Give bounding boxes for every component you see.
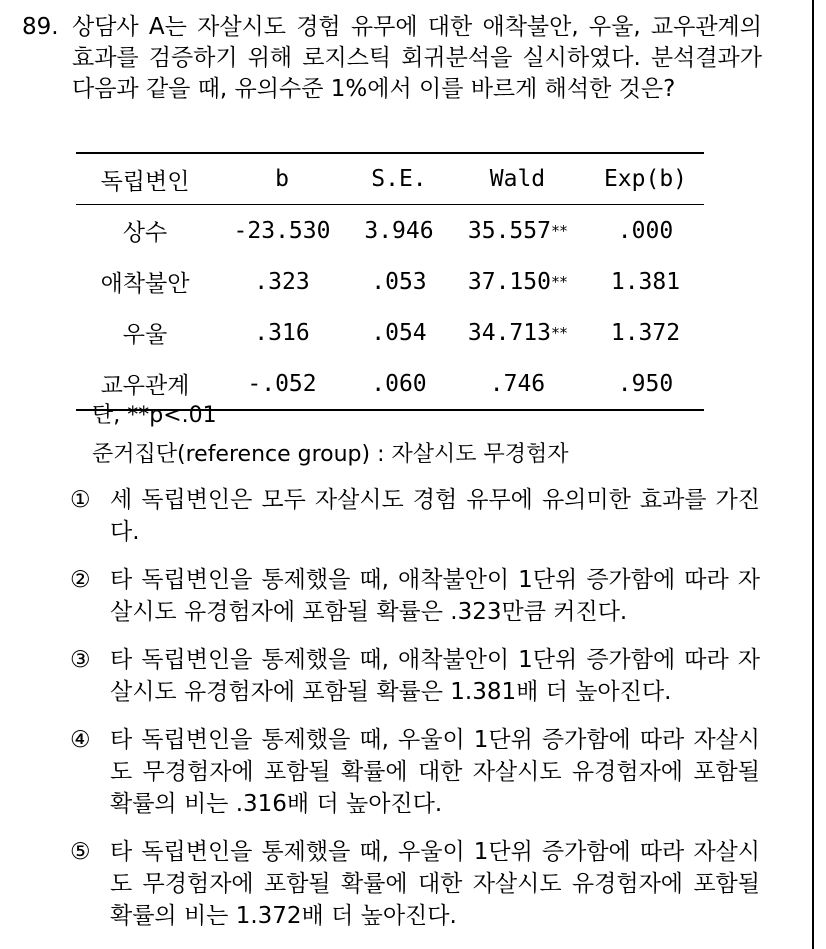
regression-table-container [76,152,704,411]
table-row [76,256,704,307]
table-row [76,307,704,358]
question-number: 89. [22,14,59,40]
answer-options [70,484,760,948]
cell-exp-b: .950 [617,370,674,397]
option-text: 타 독립변인을 통제했을 때, 우울이 1단위 증가함에 따라 자살시도 무경험자에 포함될 확률에 대한 자살시도 유경험자에 포함될 확률의 비는 .316배 더 높아진다. [110,727,760,817]
option-text: 타 독립변인을 통제했을 때, 애착불안이 1단위 증가함에 따라 자살시도 유경험자에 포함될 확률은 .323만큼 커진다. [110,567,760,625]
header-b: b [275,166,289,192]
option-marker: ① [70,487,91,513]
answer-option-1[interactable] [70,484,760,548]
option-marker: ② [70,567,91,593]
cell-wald [448,205,587,257]
option-marker: ④ [70,727,91,753]
cell-wald [448,307,587,358]
cell-exp-b: 1.372 [610,319,681,346]
significance-mark: ** [550,221,568,240]
cell-exp-b: 1.381 [610,268,681,295]
table-row [76,205,704,257]
row-label: 교우관계 [100,373,190,399]
question-text: 상담사 A는 자살시도 경험 유무에 대한 애착불안, 우울, 교우관계의 효과를 검증하기 위해 로지스틱 회귀분석을 실시하였다. 분석결과가 다음과 같을 때, 유의수준 1%에서 이를 바르게 해석한 것은? [72,14,762,102]
question-stem [22,12,762,105]
cell-se: .054 [371,319,427,346]
page-border-line [812,0,814,949]
cell-b: .316 [254,319,310,346]
table-header-row [76,153,704,205]
significance-mark: ** [550,272,568,291]
wald-value: 37.150 [467,268,551,295]
header-wald: Wald [489,166,546,192]
cell-b: -.052 [247,370,317,397]
answer-option-2[interactable] [70,564,760,628]
row-label: 애착불안 [100,271,190,297]
cell-exp-b: .000 [617,217,674,244]
header-exp-b: Exp(b) [603,166,688,192]
answer-option-5[interactable] [70,836,760,932]
option-text: 세 독립변인은 모두 자살시도 경험 유무에 유의미한 효과를 가진다. [110,487,760,545]
option-text: 타 독립변인을 통제했을 때, 애착불안이 1단위 증가함에 따라 자살시도 유경험자에 포함될 확률은 1.381배 더 높아진다. [110,647,760,705]
answer-option-4[interactable] [70,724,760,820]
wald-value: 34.713 [467,319,551,346]
header-se: S.E. [371,166,427,192]
cell-wald: .746 [489,370,546,397]
significance-mark: ** [550,323,568,342]
cell-b: -23.530 [233,217,331,244]
cell-se: .060 [371,370,427,397]
cell-se: 3.946 [364,217,434,244]
row-label: 우울 [122,322,168,348]
significance-note: 단, **p<.01 [92,403,217,428]
row-label: 상수 [122,220,168,246]
reference-group-note: 준거집단(reference group) : 자살시도 무경험자 [92,442,569,467]
cell-wald [448,256,587,307]
wald-value: 35.557 [467,217,551,244]
cell-b: .323 [254,268,310,295]
regression-table [76,152,704,411]
option-marker: ③ [70,647,91,673]
header-independent-variable: 독립변인 [100,168,190,195]
option-marker: ⑤ [70,839,91,865]
option-text: 타 독립변인을 통제했을 때, 우울이 1단위 증가함에 따라 자살시도 무경험자에 포함될 확률에 대한 자살시도 유경험자에 포함될 확률의 비는 1.372배 더 높아진다. [110,839,760,929]
answer-option-3[interactable] [70,644,760,708]
cell-se: .053 [371,268,427,295]
